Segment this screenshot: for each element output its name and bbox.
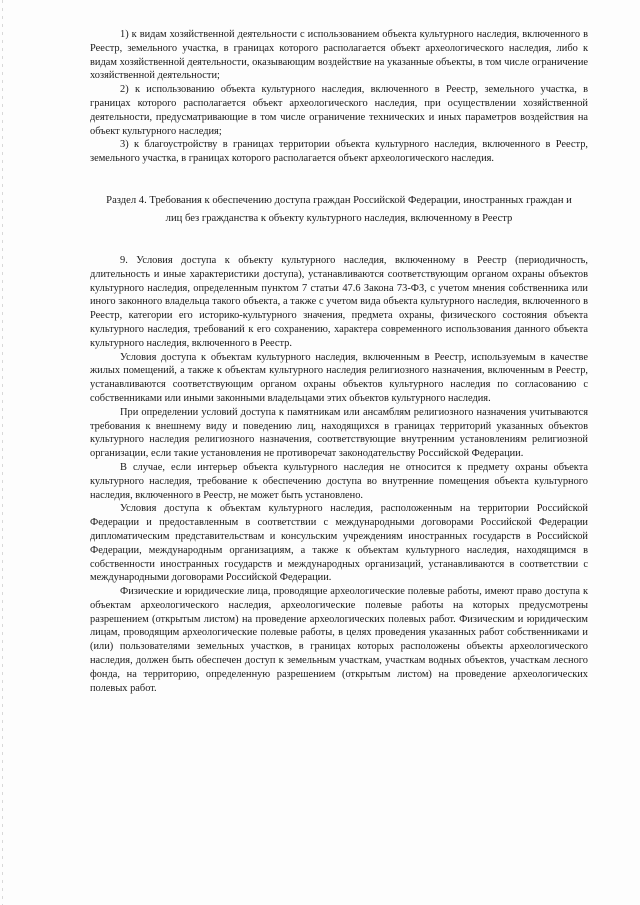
paragraph-interior: В случае, если интерьер объекта культурного наследия не относится к предмету охраны объекта культурного наследия, требование к обеспечению доступа во внутренние помещения объекта культурного наследия, включенного в Реестр, не может быть установлено. — [90, 461, 588, 501]
list-item-2: 2) к использованию объекта культурного наследия, включенного в Реестр, земельного участка, в границах которого располагается объект археологического наследия, при осуществлении хозяйственной деятельности, предусматривающие в том числе ограничение технических и иных параметров воздействия на объект культурного наследия; — [90, 84, 588, 137]
section-4-heading: Раздел 4. Требования к обеспечению доступа граждан Российской Федерации, иностранных граждан и лиц без гражданства к объекту культурного наследия, включенному в Реестр — [106, 194, 572, 224]
paragraph-religious-requirements: При определении условий доступа к памятникам или ансамблям религиозного назначения учитываются требования к внешнему виду и поведению лиц, находящихся в границах территорий указанных объектов культурного наследия религиозного назначения, соответствующие внутренним установлениям религиозной организации, если такие установления не противоречат законодательству Российской Федерации. — [90, 406, 588, 460]
list-item-1: 1) к видам хозяйственной деятельности с использованием объекта культурного наследия, включенного в Реестр, земельного участка, в границах которого располагается объект археологического наследия, либо к видам хозяйственной деятельности, оказывающим воздействие на указанные объекты, в том числе ограничение хозяйственной деятельности; — [90, 29, 588, 82]
paragraph-residential-religious: Условия доступа к объектам культурного наследия, включенным в Реестр, используемым в качестве жилых помещений, а также к объектам культурного наследия религиозного назначения, включенным в Реестр, устанавливаются соответствующим органом охраны объектов культурного наследия по согласованию с собственниками или иными законными владельцами этих объектов культурного наследия. — [90, 351, 588, 404]
binding-edge-marks — [2, 0, 3, 905]
paragraph-9: 9. Условия доступа к объекту культурного наследия, включенному в Реестр (периодичность, длительность и иные характеристики доступа), устанавливаются соответствующим органом охраны объектов культурного наследия, определенным пунктом 7 статьи 47.6 Закона 73-ФЗ, с учетом мнения собственника или иного законного владельца такого объекта, а также с учетом вида объекта культурного наследия, включенного в Реестр, категории его историко-культурного значения, предмета охраны, физического состояния объекта культурного наследия, требований к его сохранению, характера современного использования данного объекта культурного наследия, включенного в Реестр. — [90, 254, 588, 349]
paragraph-international: Условия доступа к объектам культурного наследия, расположенным на территории Российской Федерации и предоставленным в соответствии с международными договорами Российской Федерации дипломатическим представительствам и консульским учреждениям иностранных государств в Российской Федерации, международным организациям, а также к объектам культурного наследия, находящимся в собственности иностранных государств и международных организаций, устанавливаются в соответствии с международными договорами Российской Федерации. — [90, 503, 588, 584]
paragraph-archaeological: Физические и юридические лица, проводящие археологические полевые работы, имеют право доступа к объектам археологического наследия, археологические полевые работы на которых предусмотрены разрешением (открытым листом) на проведение археологических полевых работ. Физическим и юридическим лицам, проводящим археологические полевые работы, в целях проведения указанных работ собственниками и (или) пользователями земельных участков, в границах которых расположены объекты археологического наследия, должен быть обеспечен доступ к земельным участкам, участкам водных объектов, участкам лесного фонда, на территорию, определенную разрешением (открытым листом) на проведение археологических полевых работ. — [90, 586, 588, 694]
document-body — [90, 28, 588, 695]
list-item-3: 3) к благоустройству в границах территории объекта культурного наследия, включенного в Реестр, земельного участка, в границах которого располагается объект археологического наследия. — [90, 139, 588, 165]
